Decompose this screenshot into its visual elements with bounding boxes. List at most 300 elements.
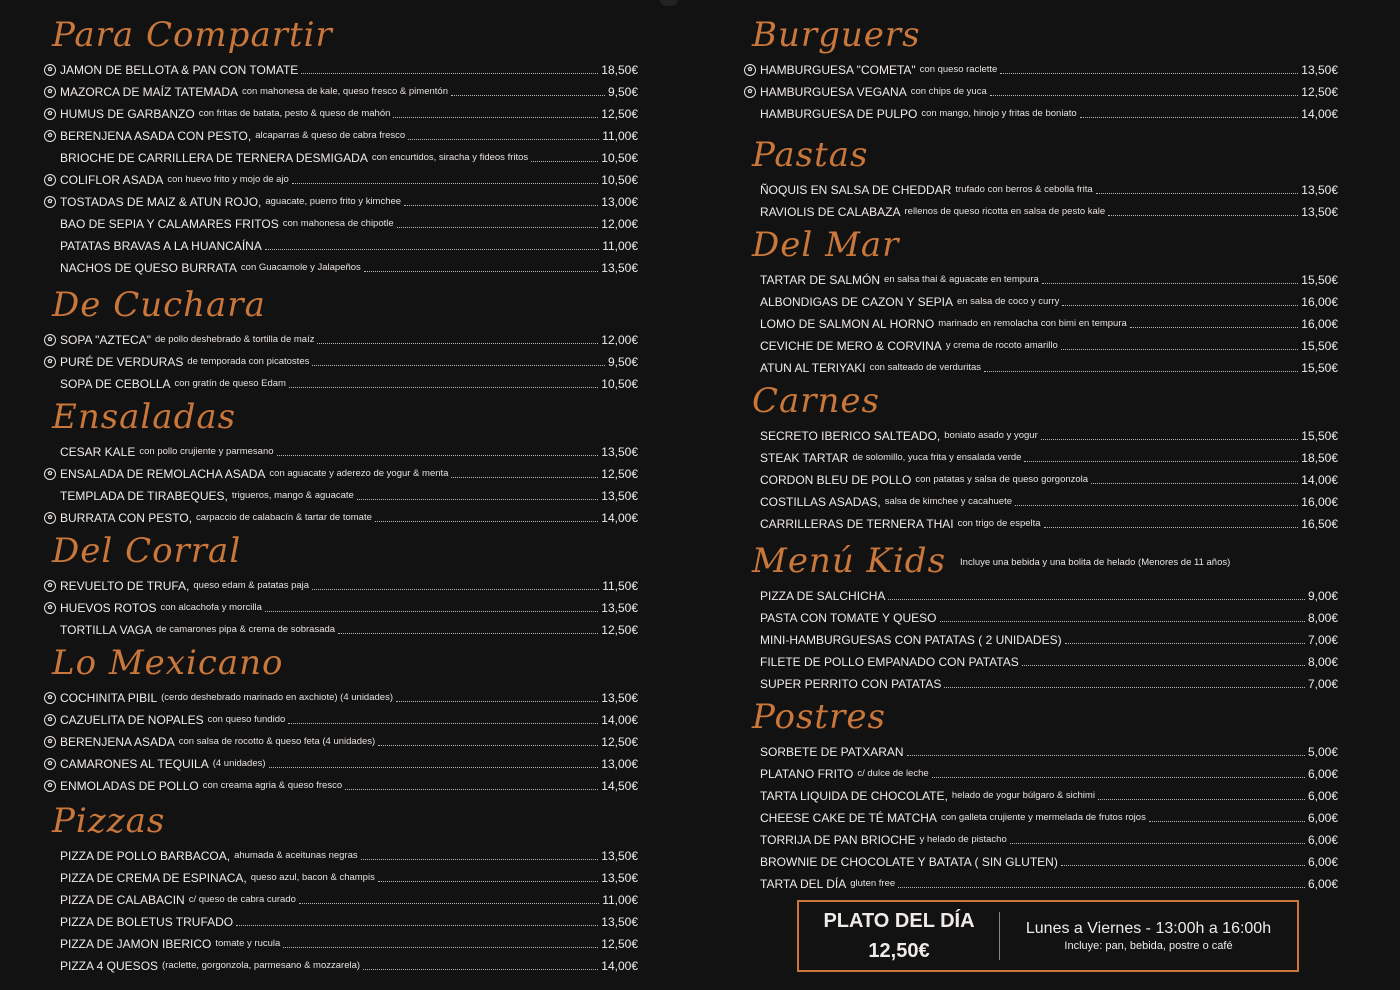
item-price: 14,50€ (601, 779, 638, 793)
dot-leader (1024, 460, 1298, 462)
dot-leader (1091, 482, 1298, 484)
menu-item (40, 930, 638, 952)
menu-item (40, 772, 638, 794)
mark-slot (40, 332, 60, 348)
item-price: 8,00€ (1307, 611, 1338, 625)
dot-leader (397, 226, 599, 228)
vegetarian-badge-icon: ✿ (44, 108, 56, 120)
section-title (52, 642, 638, 684)
item-description: con creama agria & queso fresco (202, 780, 343, 791)
mark-slot (40, 578, 60, 594)
mark-slot (40, 238, 60, 254)
vegetarian-badge-icon: ✿ (44, 130, 56, 142)
section-title (752, 696, 1338, 738)
vegetarian-badge-icon: ✿ (44, 334, 56, 346)
item-description: con mahonesa de kale, queso fresco & pimentón (242, 86, 448, 97)
dot-leader (1062, 304, 1298, 306)
item-name: SECRETO IBERICO SALTEADO, (760, 429, 941, 443)
item-name: CEVICHE DE MERO & CORVINA (760, 339, 942, 353)
item-description: marinado en remolacha con bimi en tempura (938, 318, 1127, 329)
section-pastas (740, 134, 1338, 220)
section-title-text: Para Compartir (52, 15, 333, 55)
item-description: (4 unidades) (212, 758, 266, 769)
item-price: 13,50€ (601, 849, 638, 863)
mark-slot (40, 600, 60, 616)
dot-leader (288, 722, 598, 724)
menu-item (740, 670, 1338, 692)
section-title (52, 284, 638, 326)
dot-leader (451, 476, 598, 478)
item-price: 12,50€ (601, 937, 638, 951)
menu-item (740, 444, 1338, 466)
mark-slot (740, 744, 760, 760)
mark-slot (40, 848, 60, 864)
item-price: 14,00€ (601, 959, 638, 973)
dot-leader (1096, 192, 1299, 194)
mark-slot (740, 182, 760, 198)
dot-leader (1022, 664, 1305, 666)
menu-item (40, 100, 638, 122)
plato-del-dia-title: PLATO DEL DÍA (823, 910, 975, 932)
item-description: de temporada con picatostes (187, 356, 310, 367)
mark-slot (40, 914, 60, 930)
menu-item (740, 466, 1338, 488)
item-price: 10,50€ (601, 173, 638, 187)
item-price: 7,00€ (1307, 633, 1338, 647)
item-description: c/ queso de cabra curado (188, 894, 296, 905)
item-price: 9,00€ (1307, 589, 1338, 603)
item-name: PIZZA DE SALCHICHA (760, 589, 886, 603)
item-price: 12,00€ (601, 217, 638, 231)
menu-item (740, 870, 1338, 892)
item-price: 13,50€ (601, 915, 638, 929)
item-price: 11,50€ (602, 579, 638, 593)
menu-item (740, 354, 1338, 376)
dot-leader (404, 204, 598, 206)
dot-leader (236, 924, 598, 926)
item-price: 15,50€ (1301, 429, 1338, 443)
dot-leader (1015, 504, 1298, 506)
item-description: con alcachofa y morcilla (160, 602, 262, 613)
mark-slot (40, 84, 60, 100)
vegetarian-badge-icon: ✿ (44, 736, 56, 748)
mark-slot (40, 756, 60, 772)
item-description: carpaccio de calabacín & tartar de tomate (196, 512, 372, 523)
mark-slot (40, 466, 60, 482)
item-name: SUPER PERRITO CON PATATAS (760, 677, 942, 691)
vegetarian-badge-icon: ✿ (44, 758, 56, 770)
item-description: de camarones pipa & crema de sobrasada (156, 624, 336, 635)
dot-leader (317, 342, 598, 344)
mark-slot (740, 84, 760, 100)
menu-item (40, 188, 638, 210)
dot-leader (277, 454, 599, 456)
section-carnes (740, 380, 1338, 532)
dot-leader (1000, 72, 1298, 74)
item-description: con salsa de rocotto & queso feta (4 unidades) (178, 736, 376, 747)
item-description: con aguacate y aderezo de yogur & menta (269, 468, 449, 479)
mark-slot (40, 260, 60, 276)
item-price: 6,00€ (1307, 789, 1338, 803)
item-description: de solomillo, yuca frita y ensalada verde (852, 452, 1022, 463)
section-note: Incluye una bebida y una bolita de helado (Menores de 11 años) (960, 557, 1231, 568)
item-price: 6,00€ (1307, 855, 1338, 869)
mark-slot (740, 810, 760, 826)
item-price: 6,00€ (1307, 877, 1338, 891)
item-price: 9,50€ (607, 85, 638, 99)
mark-slot (740, 854, 760, 870)
section-title-text: Postres (752, 697, 886, 737)
vegetarian-badge-icon: ✿ (44, 780, 56, 792)
item-name: BERENJENA ASADA (60, 735, 175, 749)
item-name: HUMUS DE GARBANZO (60, 107, 195, 121)
mark-slot (740, 588, 760, 604)
dot-leader (1010, 842, 1305, 844)
vegetarian-badge-icon: ✿ (44, 64, 56, 76)
menu-item (40, 728, 638, 750)
item-description: aguacate, puerro frito y kimchee (265, 196, 402, 207)
vegetarian-badge-icon: ✿ (44, 692, 56, 704)
item-price: 13,50€ (601, 601, 638, 615)
dot-leader (408, 138, 599, 140)
item-description: de pollo deshebrado & tortilla de maíz (154, 334, 315, 345)
section-title-text: Pizzas (52, 801, 166, 841)
item-name: CORDON BLEU DE POLLO (760, 473, 912, 487)
item-price: 11,00€ (602, 893, 638, 907)
item-name: PIZZA DE JAMON IBERICO (60, 937, 212, 951)
mark-slot (740, 494, 760, 510)
dot-leader (1080, 116, 1299, 118)
section-title-text: De Cuchara (52, 285, 266, 325)
item-price: 14,00€ (1301, 473, 1338, 487)
plato-includes: Incluye: pan, bebida, postre o café (1064, 940, 1233, 952)
dot-leader (283, 946, 598, 948)
section-title-text: Pastas (752, 135, 869, 175)
item-price: 6,00€ (1307, 833, 1338, 847)
item-name: HAMBURGUESA DE PULPO (760, 107, 918, 121)
mark-slot (740, 62, 760, 78)
section-menu-kids (740, 540, 1338, 692)
menu-item (40, 460, 638, 482)
mark-slot (740, 294, 760, 310)
menu-item (740, 310, 1338, 332)
menu-item (740, 100, 1338, 122)
dot-leader (393, 116, 598, 118)
vegetarian-badge-icon: ✿ (44, 580, 56, 592)
mark-slot (740, 676, 760, 692)
menu-item (740, 760, 1338, 782)
item-description: con pollo crujiente y parmesano (139, 446, 274, 457)
dot-leader (990, 94, 1299, 96)
section-title (752, 540, 1338, 582)
vegetarian-badge-icon: ✿ (44, 714, 56, 726)
item-price: 6,00€ (1307, 811, 1338, 825)
menu-item (40, 842, 638, 864)
item-price: 13,50€ (1301, 205, 1338, 219)
menu-item (740, 738, 1338, 760)
item-price: 5,00€ (1307, 745, 1338, 759)
item-price: 12,50€ (601, 107, 638, 121)
item-name: ENSALADA DE REMOLACHA ASADA (60, 467, 266, 481)
item-description: boniato asado y yogur (944, 430, 1038, 441)
section-title-text: Menú Kids (752, 541, 947, 581)
item-name: BURRATA CON PESTO, (60, 511, 193, 525)
dot-leader (289, 386, 598, 388)
item-name: COCHINITA PIBIL (60, 691, 158, 705)
mark-slot (40, 510, 60, 526)
item-name: ENMOLADAS DE POLLO (60, 779, 199, 793)
item-name: COLIFLOR ASADA (60, 173, 164, 187)
menu-item (40, 750, 638, 772)
dot-leader (944, 686, 1305, 688)
item-description: con chips de yuca (910, 86, 987, 97)
item-price: 14,00€ (601, 511, 638, 525)
item-name: BRIOCHE DE CARRILLERA DE TERNERA DESMIGADA (60, 151, 368, 165)
mark-slot (40, 376, 60, 392)
item-price: 16,50€ (1301, 517, 1338, 531)
item-name: NACHOS DE QUESO BURRATA (60, 261, 237, 275)
menu-item (740, 782, 1338, 804)
section-title-text: Lo Mexicano (52, 643, 284, 683)
item-name: SORBETE DE PATXARAN (760, 745, 904, 759)
item-name: MAZORCA DE MAÍZ TATEMADA (60, 85, 239, 99)
dot-leader (451, 94, 605, 96)
item-price: 16,00€ (1301, 317, 1338, 331)
section-para-compartir (40, 14, 638, 276)
item-description: con galleta crujiente y mermelada de frutos rojos (940, 812, 1146, 823)
item-description: con mango, hinojo y fritas de boniato (921, 108, 1077, 119)
vegetarian-badge-icon: ✿ (744, 64, 756, 76)
dot-leader (1130, 326, 1299, 328)
menu-item (40, 706, 638, 728)
mark-slot (40, 488, 60, 504)
item-price: 7,00€ (1307, 677, 1338, 691)
item-description: con queso raclette (919, 64, 998, 75)
menu-item (740, 198, 1338, 220)
mark-slot (740, 516, 760, 532)
mark-slot (740, 654, 760, 670)
vegetarian-badge-icon: ✿ (44, 86, 56, 98)
vegetarian-badge-icon: ✿ (44, 602, 56, 614)
menu-item (40, 210, 638, 232)
menu-item (740, 176, 1338, 198)
dot-leader (345, 788, 598, 790)
menu-item (40, 886, 638, 908)
top-notch (660, 0, 678, 6)
mark-slot (40, 62, 60, 78)
item-description: con queso fundido (207, 714, 286, 725)
dot-leader (265, 610, 598, 612)
mark-slot (740, 204, 760, 220)
mark-slot (740, 450, 760, 466)
item-description: ahumada & aceitunas negras (234, 850, 358, 861)
dot-leader (396, 700, 598, 702)
item-description: (raclette, gorgonzola, parmesano & mozzarela) (162, 960, 361, 971)
section-postres (740, 696, 1338, 892)
mark-slot (40, 734, 60, 750)
menu-item (40, 348, 638, 370)
menu-item (40, 122, 638, 144)
item-description: gluten free (850, 878, 896, 889)
item-description: con Guacamole y Jalapeños (240, 262, 361, 273)
mark-slot (40, 870, 60, 886)
menu-item (40, 166, 638, 188)
item-description: trigueros, mango & aguacate (231, 490, 354, 501)
menu-item (40, 232, 638, 254)
section-title (52, 14, 638, 56)
item-price: 13,50€ (601, 691, 638, 705)
dot-leader (1044, 526, 1299, 528)
item-price: 15,50€ (1301, 273, 1338, 287)
item-price: 13,00€ (601, 195, 638, 209)
item-description: con fritas de batata, pesto & queso de mahón (198, 108, 391, 119)
plato-del-dia-price: 12,50€ (868, 940, 930, 962)
section-title (752, 380, 1338, 422)
menu-item (40, 78, 638, 100)
plato-del-dia-details (1000, 919, 1297, 953)
dot-leader (1098, 798, 1305, 800)
item-description: (cerdo deshebrado marinado en axchiote) (4 unidades) (161, 692, 393, 703)
menu-item (740, 488, 1338, 510)
item-description: trufado con berros & cebolla frita (955, 184, 1093, 195)
mark-slot (740, 428, 760, 444)
mark-slot (740, 316, 760, 332)
item-name: REVUELTO DE TRUFA, (60, 579, 190, 593)
item-name: SOPA DE CEBOLLA (60, 377, 171, 391)
item-name: STEAK TARTAR (760, 451, 849, 465)
dot-leader (312, 364, 605, 366)
item-name: TORRIJA DE PAN BRIOCHE (760, 833, 916, 847)
section-title-text: Carnes (752, 381, 881, 421)
item-name: TARTA DEL DÍA (760, 877, 847, 891)
item-name: CARRILLERAS DE TERNERA THAI (760, 517, 954, 531)
item-price: 13,50€ (601, 871, 638, 885)
item-description: c/ dulce de leche (857, 768, 929, 779)
item-price: 13,50€ (1301, 183, 1338, 197)
item-name: LOMO DE SALMON AL HORNO (760, 317, 935, 331)
item-name: CAZUELITA DE NOPALES (60, 713, 204, 727)
item-price: 10,50€ (601, 377, 638, 391)
mark-slot (740, 788, 760, 804)
menu-item (40, 326, 638, 348)
mark-slot (740, 106, 760, 122)
mark-slot (740, 272, 760, 288)
section-title (752, 224, 1338, 266)
mark-slot (40, 172, 60, 188)
dot-leader (888, 598, 1305, 600)
menu-item (740, 604, 1338, 626)
menu-item (40, 56, 638, 78)
item-name: PIZZA 4 QUESOS (60, 959, 159, 973)
plato-hours: Lunes a Viernes - 13:00h a 16:00h (1025, 920, 1272, 937)
menu-item (740, 804, 1338, 826)
dot-leader (378, 744, 598, 746)
mark-slot (40, 194, 60, 210)
menu-item (740, 826, 1338, 848)
dot-leader (1042, 282, 1299, 284)
dot-leader (932, 776, 1305, 778)
dot-leader (1065, 642, 1305, 644)
item-price: 18,50€ (1301, 451, 1338, 465)
item-description: helado de yogur búlgaro & sichimi (951, 790, 1095, 801)
mark-slot (740, 360, 760, 376)
mark-slot (40, 892, 60, 908)
item-price: 14,00€ (601, 713, 638, 727)
dot-leader (299, 902, 599, 904)
vegetarian-badge-icon: ✿ (744, 86, 756, 98)
menu-item (740, 510, 1338, 532)
item-price: 9,50€ (607, 355, 638, 369)
item-name: TEMPLADA DE TIRABEQUES, (60, 489, 228, 503)
section-title-text: Burguers (752, 15, 921, 55)
item-price: 6,00€ (1307, 767, 1338, 781)
mark-slot (40, 106, 60, 122)
mark-slot (740, 766, 760, 782)
menu-item (40, 370, 638, 392)
mark-slot (740, 876, 760, 892)
dot-leader (378, 880, 598, 882)
menu-item (740, 848, 1338, 870)
mark-slot (40, 216, 60, 232)
dot-leader (1108, 214, 1298, 216)
section-title-text: Ensaladas (52, 397, 237, 437)
menu-item (40, 144, 638, 166)
item-description: queso azul, bacon & champis (250, 872, 375, 883)
item-description: en salsa thai & aguacate en tempura (884, 274, 1039, 285)
menu-item (740, 288, 1338, 310)
vegetarian-badge-icon: ✿ (44, 356, 56, 368)
menu-item (40, 908, 638, 930)
dot-leader (301, 72, 598, 74)
item-description: y crema de rocoto amarillo (945, 340, 1058, 351)
item-price: 12,00€ (601, 333, 638, 347)
dot-leader (361, 858, 599, 860)
item-price: 13,50€ (601, 445, 638, 459)
dot-leader (940, 620, 1305, 622)
item-price: 8,00€ (1307, 655, 1338, 669)
item-name: TARTAR DE SALMÓN (760, 273, 881, 287)
item-description: con huevo frito y mojo de ajo (167, 174, 289, 185)
item-description: tomate y rucula (215, 938, 281, 949)
item-name: PATATAS BRAVAS A LA HUANCAÍNA (60, 239, 262, 253)
section-title (752, 134, 1338, 176)
dot-leader (1061, 864, 1305, 866)
plato-del-dia-box (797, 900, 1299, 972)
section-title-text: Del Corral (52, 531, 242, 571)
item-name: HUEVOS ROTOS (60, 601, 157, 615)
dot-leader (312, 588, 599, 590)
mark-slot (740, 338, 760, 354)
item-name: PLATANO FRITO (760, 767, 854, 781)
item-name: HAMBURGUESA "COMETA" (760, 63, 916, 77)
mark-slot (740, 632, 760, 648)
mark-slot (40, 936, 60, 952)
item-name: PIZZA DE POLLO BARBACOA, (60, 849, 231, 863)
section-burguers (740, 14, 1338, 122)
menu-item (40, 504, 638, 526)
item-name: BROWNIE DE CHOCOLATE Y BATATA ( SIN GLUTEN) (760, 855, 1058, 869)
menu-item (40, 572, 638, 594)
item-description: con salteado de verduritas (869, 362, 982, 373)
menu-item (40, 616, 638, 638)
item-name: COSTILLAS ASADAS, (760, 495, 881, 509)
menu-item (740, 266, 1338, 288)
item-name: RAVIOLIS DE CALABAZA (760, 205, 901, 219)
item-description: con encurtidos, siracha y fideos fritos (371, 152, 529, 163)
item-price: 11,00€ (602, 129, 638, 143)
section-title (52, 800, 638, 842)
dot-leader (375, 520, 598, 522)
